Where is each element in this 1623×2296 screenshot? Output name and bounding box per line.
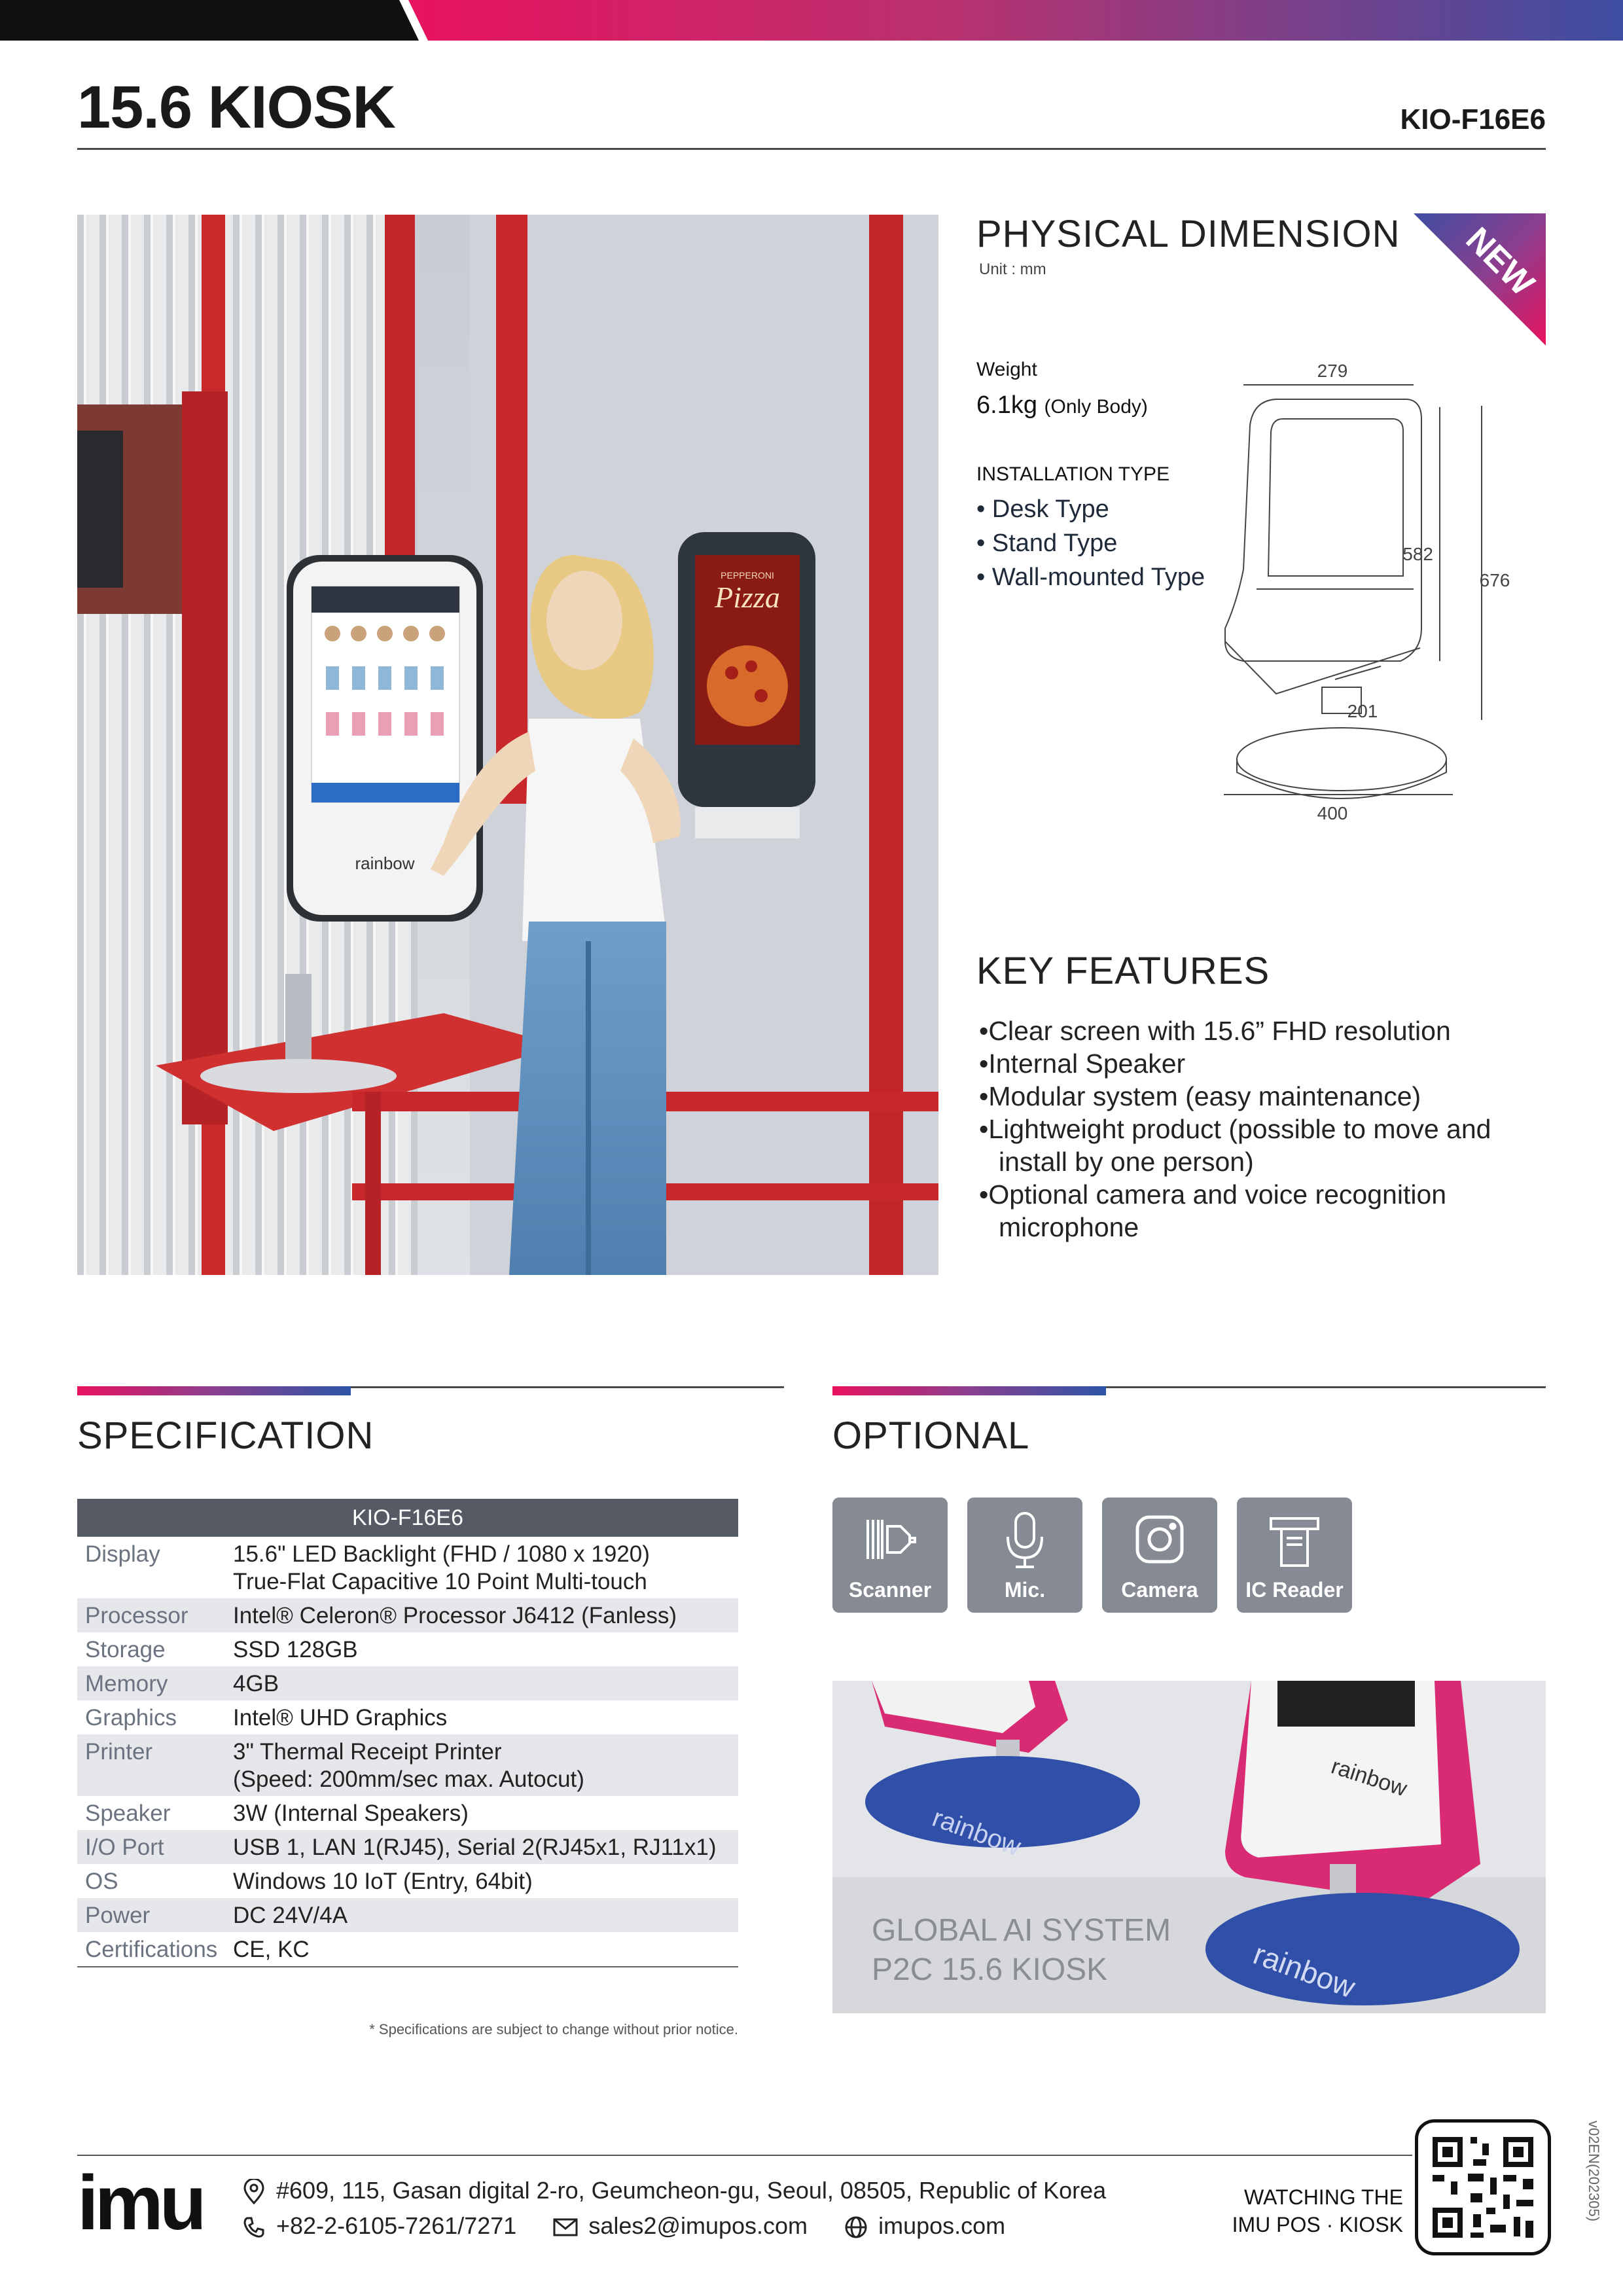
weight-value <box>976 391 1148 420</box>
spec-value: 15.6" LED Backlight (FHD / 1080 x 1920) True-Flat Capacitive 10 Point Multi-touch <box>233 1541 650 1594</box>
website-link[interactable]: imupos.com <box>878 2212 1006 2239</box>
table-row <box>77 1700 738 1734</box>
spec-value: CE, KC <box>233 1932 738 1967</box>
spec-key: I/O Port <box>77 1830 233 1864</box>
table-row <box>77 1666 738 1700</box>
spec-value: Intel® UHD Graphics <box>233 1705 448 1731</box>
globe-icon <box>844 2215 868 2239</box>
spec-key: Display <box>85 1541 160 1567</box>
spec-key: Certifications <box>77 1932 233 1967</box>
dimension-width-label: 279 <box>1317 361 1348 381</box>
list-item: • Wall-mounted Type <box>976 560 1205 594</box>
spec-value: 4GB <box>233 1666 738 1700</box>
list-item: • Desk Type <box>976 492 1205 526</box>
optional-title: OPTIONAL <box>832 1414 1030 1457</box>
spec-value: DC 24V/4A <box>233 1898 738 1932</box>
optional-scanner-label: Scanner <box>848 1578 932 1602</box>
optional-ic-reader-tile <box>1237 1498 1352 1613</box>
footer-contacts <box>242 2212 1005 2240</box>
spec-value: SSD 128GB <box>233 1637 358 1662</box>
spec-key: Speaker <box>85 1801 171 1826</box>
ic-card-reader-icon <box>1268 1507 1321 1572</box>
key-features-list <box>979 1014 1555 1244</box>
new-badge-text: NEW <box>1458 220 1542 304</box>
optional-accent-bar <box>832 1386 1106 1395</box>
optional-camera-label: Camera <box>1121 1578 1198 1602</box>
specification-note: * Specifications are subject to change without prior notice. <box>369 2021 738 2037</box>
list-item: • Stand Type <box>976 526 1205 560</box>
address-text: #609, 115, Gasan digital 2-ro, Geumcheon-gu, Seoul, 08505, Republic of Korea <box>276 2177 1107 2204</box>
title-divider <box>77 148 1546 150</box>
spec-key: Power <box>77 1898 233 1932</box>
dimension-screen-height-label: 582 <box>1402 544 1433 564</box>
spec-value: 3W (Internal Speakers) <box>233 1801 469 1826</box>
optional-mic-label: Mic. <box>1004 1578 1046 1602</box>
physical-dimension-title: PHYSICAL DIMENSION <box>976 213 1400 255</box>
table-row <box>77 1734 738 1796</box>
tagline-line-2: IMU POS · KIOSK <box>1232 2213 1403 2236</box>
spec-key: Memory <box>77 1666 233 1700</box>
table-row <box>77 1537 738 1598</box>
list-item: • Internal Speaker <box>979 1047 1555 1080</box>
barcode-scanner-icon <box>864 1507 916 1572</box>
weight-number: 6.1kg <box>976 391 1037 419</box>
promo-line-2: P2C 15.6 KIOSK <box>872 1952 1108 1987</box>
email-link[interactable]: sales2@imupos.com <box>588 2212 808 2239</box>
spec-value: USB 1, LAN 1(RJ45), Serial 2(RJ45x1, RJ11x1) <box>233 1830 738 1864</box>
list-item: • Modular system (easy maintenance) <box>979 1080 1555 1113</box>
imu-logo <box>77 2172 208 2234</box>
spec-key: Storage <box>85 1637 166 1662</box>
installation-type-label: INSTALLATION TYPE <box>976 463 1170 485</box>
microphone-icon <box>999 1507 1051 1572</box>
promo-kiosk-brand: rainbow <box>1328 1753 1410 1802</box>
promo-line-1: GLOBAL AI SYSTEM <box>872 1913 1171 1948</box>
location-pin-icon <box>242 2179 266 2205</box>
new-badge <box>1414 213 1546 346</box>
weight-note: (Only Body) <box>1044 396 1148 418</box>
spec-value: Windows 10 IoT (Entry, 64bit) <box>233 1869 533 1894</box>
list-item: • Clear screen with 15.6” FHD resolution <box>979 1014 1555 1047</box>
model-code: KIO-F16E6 <box>1400 103 1546 135</box>
phone-icon <box>242 2215 266 2239</box>
page-title: 15.6 KIOSK <box>77 74 395 141</box>
dimension-base-label: 400 <box>1317 803 1348 823</box>
spec-key: Printer <box>77 1734 233 1796</box>
installation-type-list <box>976 492 1205 594</box>
table-row <box>77 1898 738 1932</box>
top-accent-bar <box>0 0 1623 41</box>
table-row <box>77 1830 738 1864</box>
optional-mic-tile <box>967 1498 1082 1613</box>
dimension-depth-label: 201 <box>1347 701 1378 721</box>
version-code: v02EN(202305) <box>1586 2121 1602 2222</box>
unit-label: Unit : mm <box>979 260 1046 278</box>
qr-code-icon[interactable] <box>1415 2119 1551 2255</box>
list-item: • Optional camera and voice recognition microphone <box>979 1178 1555 1244</box>
camera-icon <box>1133 1507 1186 1572</box>
table-row <box>77 1598 738 1632</box>
table-row <box>77 1796 738 1830</box>
specification-accent-bar <box>77 1386 351 1395</box>
promo-caption <box>872 1911 1171 1990</box>
spec-key: Processor <box>77 1598 233 1632</box>
table-header: KIO-F16E6 <box>77 1499 738 1537</box>
spec-value: Intel® Celeron® Processor J6412 (Fanless) <box>233 1598 738 1632</box>
optional-ic-reader-label: IC Reader <box>1245 1578 1344 1602</box>
mail-icon <box>553 2217 578 2237</box>
footer-tagline <box>1232 2183 1403 2238</box>
spec-key: Graphics <box>85 1705 177 1731</box>
dimension-drawing <box>1217 353 1518 825</box>
dimension-total-height-label: 676 <box>1479 570 1510 590</box>
wall-sign-title: Pizza <box>715 581 780 614</box>
table-row <box>77 1632 738 1666</box>
table-row <box>77 1864 738 1898</box>
spec-value: 3" Thermal Receipt Printer (Speed: 200mm/sec max. Autocut) <box>233 1734 738 1796</box>
optional-scanner-tile <box>832 1498 948 1613</box>
tagline-line-1: WATCHING THE <box>1244 2185 1403 2209</box>
hero-photo <box>77 215 938 1275</box>
footer-divider <box>77 2155 1412 2156</box>
phone-link[interactable]: +82-2-6105-7261/7271 <box>276 2212 517 2239</box>
spec-key: OS <box>85 1869 118 1894</box>
promo-brand-left: rainbow <box>928 1803 1025 1862</box>
specification-table <box>77 1499 738 1967</box>
kiosk-brand-text: rainbow <box>355 853 415 873</box>
wall-sign-subtitle: PEPPERONI <box>721 570 774 581</box>
list-item: • Lightweight product (possible to move and install by one person) <box>979 1113 1555 1178</box>
logo-text: imu <box>77 2172 203 2234</box>
weight-label: Weight <box>976 359 1037 380</box>
key-features-title: KEY FEATURES <box>976 950 1270 992</box>
specification-title: SPECIFICATION <box>77 1414 374 1457</box>
promo-brand-right: rainbow <box>1249 1936 1360 2005</box>
optional-camera-tile <box>1102 1498 1217 1613</box>
footer-address <box>242 2177 1106 2205</box>
table-row <box>77 1932 738 1967</box>
